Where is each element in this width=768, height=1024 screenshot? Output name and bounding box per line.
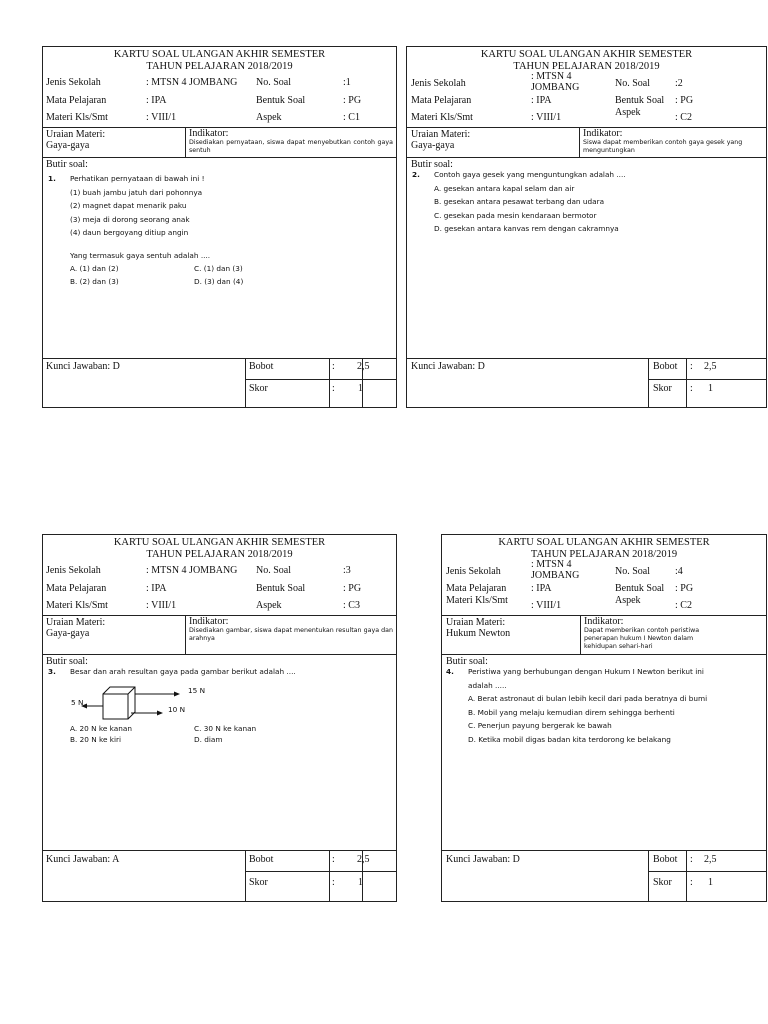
card-year: TAHUN PELAJARAN 2018/2019 — [146, 549, 293, 560]
options — [70, 722, 310, 750]
question-body — [446, 665, 762, 746]
question-number: 1. — [48, 174, 56, 183]
card-header — [43, 535, 396, 563]
option-d: D. gesekan antara kanvas rem dengan cakramnya — [434, 224, 619, 233]
option-b: B. Mobil yang melaju kemudian direm sehingga berhenti — [468, 707, 675, 717]
indikator-label: Indikator: — [584, 616, 624, 627]
card-footer — [407, 358, 766, 407]
option-a: A. 20 N ke kanan — [70, 724, 132, 733]
uraian-materi-value: Gaya-gaya — [46, 628, 90, 639]
materi-value: : VIII/1 — [531, 600, 562, 611]
question-prompt: Yang termasuk gaya sentuh adalah .... — [70, 250, 211, 260]
mata-pelajaran-value: : IPA — [146, 583, 167, 594]
jenis-sekolah-value: : MTSN 4 JOMBANG — [146, 77, 238, 88]
jenis-sekolah-label: Jenis Sekolah — [446, 566, 501, 577]
skor-label: Skor — [249, 877, 268, 888]
aspek-value: : C2 — [675, 600, 692, 611]
option-c: C. 30 N ke kanan — [194, 724, 257, 733]
uraian-materi-value: Gaya-gaya — [46, 140, 90, 151]
uraian-indikator-row — [442, 615, 766, 655]
skor-label: Skor — [653, 383, 672, 394]
materi-value: : VIII/1 — [146, 112, 177, 123]
statement-3: (3) meja di dorong seorang anak — [70, 214, 190, 224]
option-b: B. gesekan antara pesawat terbang dan udara — [434, 197, 605, 206]
butir-soal — [442, 655, 766, 835]
skor-value: 1 — [358, 383, 363, 394]
question-card-1 — [42, 46, 397, 408]
card-title: KARTU SOAL ULANGAN AKHIR SEMESTER — [113, 537, 326, 548]
indikator-label: Indikator: — [189, 128, 229, 139]
bobot-label: Bobot — [249, 361, 274, 372]
card-title: KARTU SOAL ULANGAN AKHIR SEMESTER — [498, 537, 710, 548]
card-footer — [442, 850, 766, 901]
butir-soal-label: Butir soal: — [411, 159, 453, 170]
bentuk-soal-label: Bentuk Soal — [615, 95, 665, 106]
force-label-10n: 10 N — [168, 705, 186, 714]
butir-soal — [43, 655, 396, 835]
mata-pelajaran-label: Mata Pelajaran — [46, 95, 107, 106]
question-stem: Contoh gaya gesek yang menguntungkan adalah .... — [434, 170, 626, 179]
card-title: KARTU SOAL ULANGAN AKHIR SEMESTER — [113, 49, 326, 60]
no-soal-label: No. Soal — [615, 78, 650, 89]
question-number: 4. — [446, 667, 454, 676]
mata-pelajaran-label: Mata Pelajaran — [46, 583, 107, 594]
box-icon — [103, 687, 135, 719]
force-label-15n: 15 N — [188, 686, 206, 695]
aspek-value: : C2 — [675, 112, 692, 123]
statement-1: (1) buah jambu jatuh dari pohonnya — [70, 187, 203, 197]
butir-soal — [43, 158, 396, 338]
option-c: C. (1) dan (3) — [194, 264, 243, 273]
bobot-value: 2,5 — [357, 854, 370, 865]
question-card-3 — [42, 534, 397, 902]
jenis-sekolah-label: Jenis Sekolah — [411, 78, 466, 89]
card-year: TAHUN PELAJARAN 2018/2019 — [530, 549, 678, 560]
mata-pelajaran-label: Mata Pelajaran — [411, 95, 472, 106]
bentuk-soal-value: : PG — [675, 583, 694, 594]
aspek-label: Aspek — [615, 107, 641, 118]
option-a: A. (1) dan (2) — [70, 264, 119, 273]
aspek-label: Aspek — [615, 595, 641, 606]
bentuk-soal-value: : PG — [675, 95, 694, 106]
indikator-text: Dapat memberikan contoh peristiwa penerapan hukum I Newton dalam kehidupan sehari-hari — [584, 627, 700, 650]
bobot-value: 2,5 — [357, 361, 370, 372]
bobot-label: Bobot — [653, 854, 678, 865]
card-info — [442, 559, 766, 615]
uraian-materi-label: Uraian Materi: — [446, 617, 506, 628]
question-card-4 — [441, 534, 767, 902]
option-c: C. gesekan pada mesin kendaraan bermotor — [434, 210, 597, 220]
indikator-label: Indikator: — [189, 616, 229, 627]
mata-pelajaran-label: Mata Pelajaran — [446, 583, 507, 594]
materi-label: Materi Kls/Smt — [446, 595, 508, 606]
skor-colon: : — [332, 383, 335, 394]
jenis-sekolah-label: Jenis Sekolah — [46, 565, 101, 576]
butir-soal-label: Butir soal: — [446, 656, 488, 667]
bobot-colon: : — [690, 361, 693, 372]
uraian-materi-value: Gaya-gaya — [411, 140, 455, 151]
aspek-label: Aspek — [256, 112, 282, 123]
skor-label: Skor — [653, 877, 672, 888]
aspek-value: : C3 — [343, 600, 360, 611]
bobot-label: Bobot — [249, 854, 274, 865]
card-year: TAHUN PELAJARAN 2018/2019 — [513, 61, 660, 72]
materi-label: Materi Kls/Smt — [46, 600, 108, 611]
bobot-colon: : — [332, 854, 335, 865]
skor-colon: : — [332, 877, 335, 888]
option-a: A. gesekan antara kapal selam dan air — [434, 183, 575, 193]
uraian-materi-label: Uraian Materi: — [411, 129, 471, 140]
butir-soal — [407, 158, 766, 338]
card-info — [43, 563, 396, 615]
question-stem-continued: adalah ..... — [468, 680, 507, 690]
uraian-materi-label: Uraian Materi: — [46, 129, 106, 140]
aspek-value: : C1 — [343, 112, 360, 123]
indikator-text: Disediakan pernyataan, siswa dapat menyebutkan contoh gaya sentuh — [189, 139, 393, 154]
jenis-sekolah-value: : MTSN 4 JOMBANG — [146, 565, 238, 576]
kunci-jawaban: Kunci Jawaban: D — [46, 361, 120, 372]
option-d: D. diam — [194, 735, 223, 744]
no-soal-value: :2 — [675, 78, 683, 89]
uraian-materi-label: Uraian Materi: — [46, 617, 106, 628]
question-stem: Perhatikan pernyataan di bawah ini ! — [70, 174, 205, 183]
indikator-text: Disediakan gambar, siswa dapat menentukan resultan gaya dan arahnya — [189, 627, 393, 642]
bobot-value: 2,5 — [704, 361, 717, 372]
question-body — [412, 168, 762, 236]
option-d: D. (3) dan (4) — [194, 277, 244, 286]
no-soal-value: :4 — [675, 566, 683, 577]
card-footer — [43, 850, 396, 901]
uraian-indikator-row — [407, 127, 766, 158]
mata-pelajaran-value: : IPA — [531, 95, 552, 106]
skor-colon: : — [690, 383, 693, 394]
mata-pelajaran-value: : IPA — [531, 583, 552, 594]
question-number: 2. — [412, 170, 420, 179]
statement-2: (2) magnet dapat menarik paku — [70, 201, 187, 210]
skor-value: 1 — [708, 383, 713, 394]
materi-label: Materi Kls/Smt — [46, 112, 108, 123]
card-info — [43, 75, 396, 127]
indikator-label: Indikator: — [583, 128, 623, 139]
question-number: 3. — [48, 667, 56, 676]
no-soal-value: :1 — [343, 77, 351, 88]
bobot-label: Bobot — [653, 361, 678, 372]
kunci-jawaban: Kunci Jawaban: D — [411, 361, 485, 372]
materi-label: Materi Kls/Smt — [411, 112, 473, 123]
butir-soal-label: Butir soal: — [46, 159, 88, 170]
card-title: KARTU SOAL ULANGAN AKHIR SEMESTER — [480, 49, 693, 60]
materi-value: : VIII/1 — [146, 600, 177, 611]
jenis-sekolah-label: Jenis Sekolah — [46, 77, 101, 88]
bentuk-soal-value: : PG — [343, 95, 362, 106]
bobot-value: 2,5 — [704, 854, 717, 865]
no-soal-value: :3 — [343, 565, 351, 576]
card-info — [407, 71, 766, 127]
option-b: B. (2) dan (3) — [70, 277, 119, 286]
no-soal-label: No. Soal — [256, 77, 291, 88]
bentuk-soal-value: : PG — [343, 583, 362, 594]
card-footer — [43, 358, 396, 407]
bentuk-soal-label: Bentuk Soal — [615, 583, 665, 594]
uraian-indikator-row — [43, 127, 396, 158]
option-b: B. 20 N ke kiri — [70, 735, 122, 744]
jenis-sekolah-value: : MTSN 4 JOMBANG — [531, 71, 580, 93]
indikator-text: Siswa dapat memberikan contoh gaya gesek yang menguntungkan — [583, 139, 743, 154]
option-c: C. Penerjun payung bergerak ke bawah — [468, 721, 612, 730]
kunci-jawaban: Kunci Jawaban: D — [446, 854, 520, 865]
bobot-colon: : — [332, 361, 335, 372]
bobot-colon: : — [690, 854, 693, 865]
skor-value: 1 — [708, 877, 713, 888]
card-year: TAHUN PELAJARAN 2018/2019 — [146, 61, 293, 72]
card-header — [43, 47, 396, 75]
bentuk-soal-label: Bentuk Soal — [256, 95, 306, 106]
kunci-jawaban: Kunci Jawaban: A — [46, 854, 120, 865]
skor-colon: : — [690, 877, 693, 888]
question-body — [48, 172, 392, 290]
question-body — [48, 665, 392, 679]
option-a: A. Berat astronaut di bulan lebih kecil dari pada beratnya di bumi — [468, 694, 708, 703]
bentuk-soal-label: Bentuk Soal — [256, 583, 306, 594]
jenis-sekolah-value: : MTSN 4 JOMBANG — [531, 559, 580, 581]
aspek-label: Aspek — [256, 600, 282, 611]
materi-value: : VIII/1 — [531, 112, 562, 123]
statement-4: (4) daun bergoyang ditiup angin — [70, 228, 189, 237]
force-label-5n: 5 N — [71, 698, 84, 707]
skor-value: 1 — [358, 877, 363, 888]
mata-pelajaran-value: : IPA — [146, 95, 167, 106]
question-card-2 — [406, 46, 767, 408]
question-stem: Besar dan arah resultan gaya pada gambar berikut adalah .... — [70, 667, 296, 676]
option-d: D. Ketika mobil digas badan kita terdorong ke belakang — [468, 734, 671, 744]
butir-soal-label: Butir soal: — [46, 656, 88, 667]
question-stem: Peristiwa yang berhubungan dengan Hukum I Newton berikut ini — [468, 667, 704, 676]
uraian-materi-value: Hukum Newton — [446, 628, 511, 639]
no-soal-label: No. Soal — [615, 566, 650, 577]
uraian-indikator-row — [43, 615, 396, 655]
skor-label: Skor — [249, 383, 268, 394]
no-soal-label: No. Soal — [256, 565, 291, 576]
